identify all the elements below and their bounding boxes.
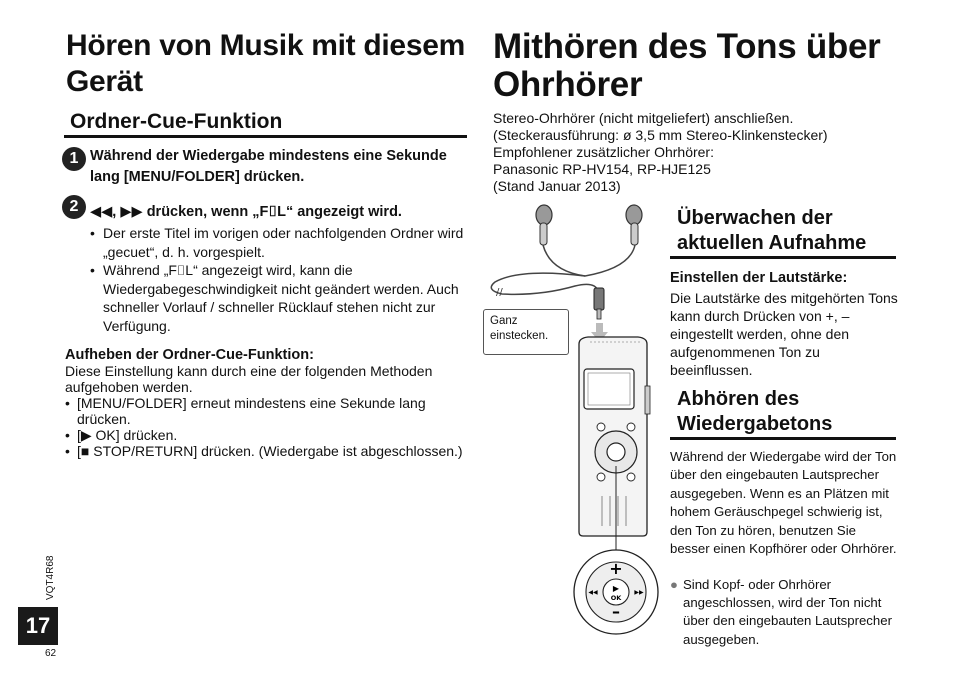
page-title-left: Hören von Musik mit diesem Gerät [66, 29, 465, 98]
cancel-text: Diese Einstellung kann durch eine der folgenden Methoden aufgehoben werden. [65, 363, 433, 395]
step-number-2: 2 [62, 195, 86, 219]
folder-cue-display-icon: F⌷L [259, 204, 286, 220]
ok-label: OK [610, 594, 622, 602]
section-title-folder-cue: Ordner-Cue-Funktion [70, 110, 283, 133]
earbud-right-icon [626, 205, 642, 245]
svg-text://: // [496, 287, 503, 298]
intro-text: Stereo-Ohrhörer (nicht mitgeliefert) anschließen. (Steckerausführung: ø 3,5 mm Stereo-Klinkenstecker) Empfohlener zusätzlicher Ohrhörer: Panasonic RP-HV154, RP-HJE125 (Stand Januar 2013) [493, 110, 828, 194]
playback-text: Während der Wiedergabe wird der Ton über den eingebauten Lautsprecher ausgegeben. Wenn es an Plätzen mit hohem Geräuschpegel schwierig ist, den Ton zu hören, benutzen Sie besser einen Kopfhörer oder Ohrhörer. [670, 449, 897, 557]
list-item: • Der erste Titel im vorigen oder nachfolgenden Ordner wird „gecuet“, d. h. vorgespielt. [88, 224, 470, 261]
document-code: VQT4R68 [45, 555, 56, 600]
rewind-icon: ◀◀ [588, 589, 598, 596]
earphone-recorder-illustration [480, 196, 670, 666]
headphone-plug-icon [594, 288, 604, 319]
list-item: • [MENU/FOLDER] erneut mindestens eine Sekunde lang drücken. [65, 395, 465, 427]
page-number-small: 62 [45, 648, 57, 659]
section-title-monitor: Überwachen der aktuellen Aufnahme [677, 207, 867, 254]
playback-note: ● Sind Kopf- oder Ohrhörer angeschlossen, wird der Ton nicht über den eingebauten Lautsprecher ausgegeben. [670, 577, 892, 647]
skip-buttons-icon: ◀◀, ▶▶ [90, 204, 143, 220]
insert-callout: Ganz einstecken. [483, 309, 569, 355]
page-title-right: Mithören des Tons über Ohrhörer [493, 27, 881, 104]
page-number: 17 [18, 607, 58, 645]
section-rule [64, 135, 467, 138]
list-item: • Während „F⌷L“ angezeigt wird, kann die Wiedergabegeschwindigkeit nicht geändert werden. Auch schneller Vorlauf / schneller Rücklauf stehen nicht zur Verfügung. [88, 261, 470, 335]
section-rule [670, 256, 896, 259]
step-2-text: ◀◀, ▶▶ drücken, wenn „F⌷L“ angezeigt wird. [90, 204, 402, 220]
section-title-playback: Abhören des Wiedergabetons [677, 388, 833, 435]
volume-dial-zoom [574, 550, 658, 634]
play-icon: ▶ [612, 584, 620, 593]
volume-plus-label: + [609, 559, 623, 578]
cancel-heading: Aufheben der Ordner-Cue-Funktion: [65, 347, 314, 363]
step-2-notes [88, 224, 470, 335]
step-1-text: Während der Wiedergabe mindestens eine Sekunde lang [MENU/FOLDER] drücken. [90, 148, 447, 185]
list-item: • [▶ OK] drücken. [65, 427, 465, 443]
volume-heading: Einstellen der Lautstärke: [670, 270, 848, 286]
cancel-methods [65, 395, 465, 459]
voice-recorder-icon [579, 337, 650, 536]
list-item: • [■ STOP/RETURN] drücken. (Wiedergabe ist abgeschlossen.) [65, 443, 465, 459]
volume-text: Die Lautstärke des mitgehörten Tons kann durch Drücken von +, – eingestellt werden, ohne den aufgenommenen Ton zu beeinflussen. [670, 290, 898, 378]
fast-forward-icon: ▶▶ [634, 589, 644, 596]
bullet-dot-icon: ● [670, 577, 678, 592]
section-rule [670, 437, 896, 440]
earbud-left-icon [536, 205, 552, 245]
volume-minus-label: – [612, 602, 620, 621]
step-number-1: 1 [62, 147, 86, 171]
